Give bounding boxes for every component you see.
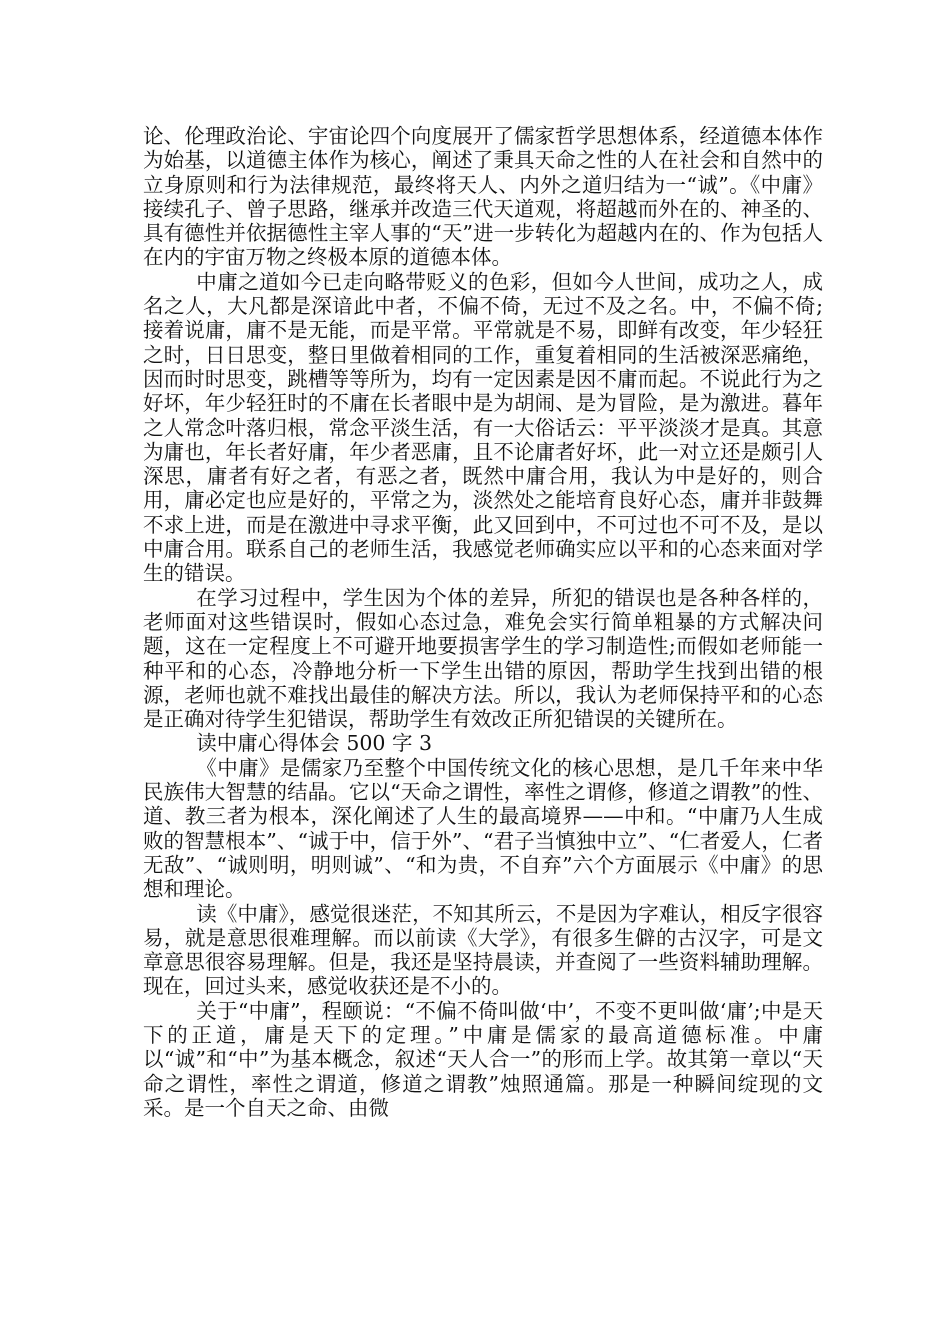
document-page <box>143 124 823 1120</box>
section-heading: 读中庸心得体会 500 字 3 <box>196 731 433 756</box>
paragraph-5: 读《中庸》，感觉很迷茫，不知其所云，不是因为字难认，相反字很容易，就是意思很难理解。而以前读《大学》，有很多生僻的古汉字，可是文章意思很容易理解。但是，我还是坚持晨读，并查阅了一些资料辅助理解。现在，回过头来，感觉收获还是不小的。 <box>143 901 823 999</box>
paragraph-4: 《中庸》是儒家乃至整个中国传统文化的核心思想，是几千年来中华民族伟大智慧的结晶。它以“天命之谓性，率性之谓修，修道之谓教”的性、道、教三者为根本，深化阐述了人生的最高境界——中和。“中庸乃人生成败的智慧根本”、“诚于中，信于外”、“君子当慎独中立”、“仁者爱人，仁者无敌”、“诚则明，明则诚”、“和为贵，不自弃”六个方面展示《中庸》的思想和理论。 <box>143 755 823 902</box>
paragraph-3: 在学习过程中，学生因为个体的差异，所犯的错误也是各种各样的，老师面对这些错误时，假如心态过急，难免会实行简单粗暴的方式解决问题，这在一定程度上不可避开地要损害学生的学习制造性;而假如老师能一种平和的心态，冷静地分析一下学生出错的原因，帮助学生找到出错的根源，老师也就不难找出最佳的解决方法。所以，我认为老师保持平和的心态是正确对待学生犯错误，帮助学生有效改正所犯错误的关键所在。 <box>143 585 823 732</box>
paragraph-2: 中庸之道如今已走向略带贬义的色彩，但如今人世间，成功之人，成名之人，大凡都是深谙此中者，不偏不倚，无过不及之名。中，不偏不倚;接着说庸，庸不是无能，而是平常。平常就是不易，即鲜有改变，年少轻狂之时，日日思变，整日里做着相同的工作，重复着相同的生活被深恶痛绝，因而时时思变，跳槽等等所为，均有一定因素是因不庸而起。不说此行为之好坏，年少轻狂时的不庸在长者眼中是为胡闹、是为冒险，是为激进。暮年之人常念叶落归根，常念平淡生活，有一大俗话云：平平淡淡才是真。其意为庸也，年长者好庸，年少者恶庸，且不论庸者好坏，此一对立还是颇引人深思，庸者有好之者，有恶之者，既然中庸合用，我认为中是好的，则合用，庸必定也应是好的，平常之为，淡然处之能培育良好心态，庸并非鼓舞不求上进，而是在激进中寻求平衡，此又回到中，不可过也不可不及，是以中庸合用。联系自己的老师生活，我感觉老师确实应以平和的心态来面对学生的错误。 <box>143 269 823 586</box>
paragraph-6: 关于“中庸”，程颐说：“不偏不倚叫做‘中’，不变不更叫做‘庸’;中是天下的正道，庸是天下的定理。”中庸是儒家的最高道德标准。中庸以“诚”和“中”为基本概念，叙述“天人合一”的形而上学。故其第一章以“天命之谓性，率性之谓道，修道之谓教”烛照通篇。那是一种瞬间绽现的文采。是一个自天之命、由微 <box>143 998 823 1120</box>
paragraph-1: 论、伦理政治论、宇宙论四个向度展开了儒家哲学思想体系，经道德本体作为始基，以道德主体作为核心，阐述了秉具天命之性的人在社会和自然中的立身原则和行为法律规范，最终将天人、内外之道归结为一“诚”。《中庸》接续孔子、曾子思路，继承并改造三代天道观，将超越而外在的、神圣的、具有德性并依据德性主宰人事的“天”进一步转化为超越内在的、作为包括人在内的宇宙万物之终极本原的道德本体。 <box>143 124 823 270</box>
